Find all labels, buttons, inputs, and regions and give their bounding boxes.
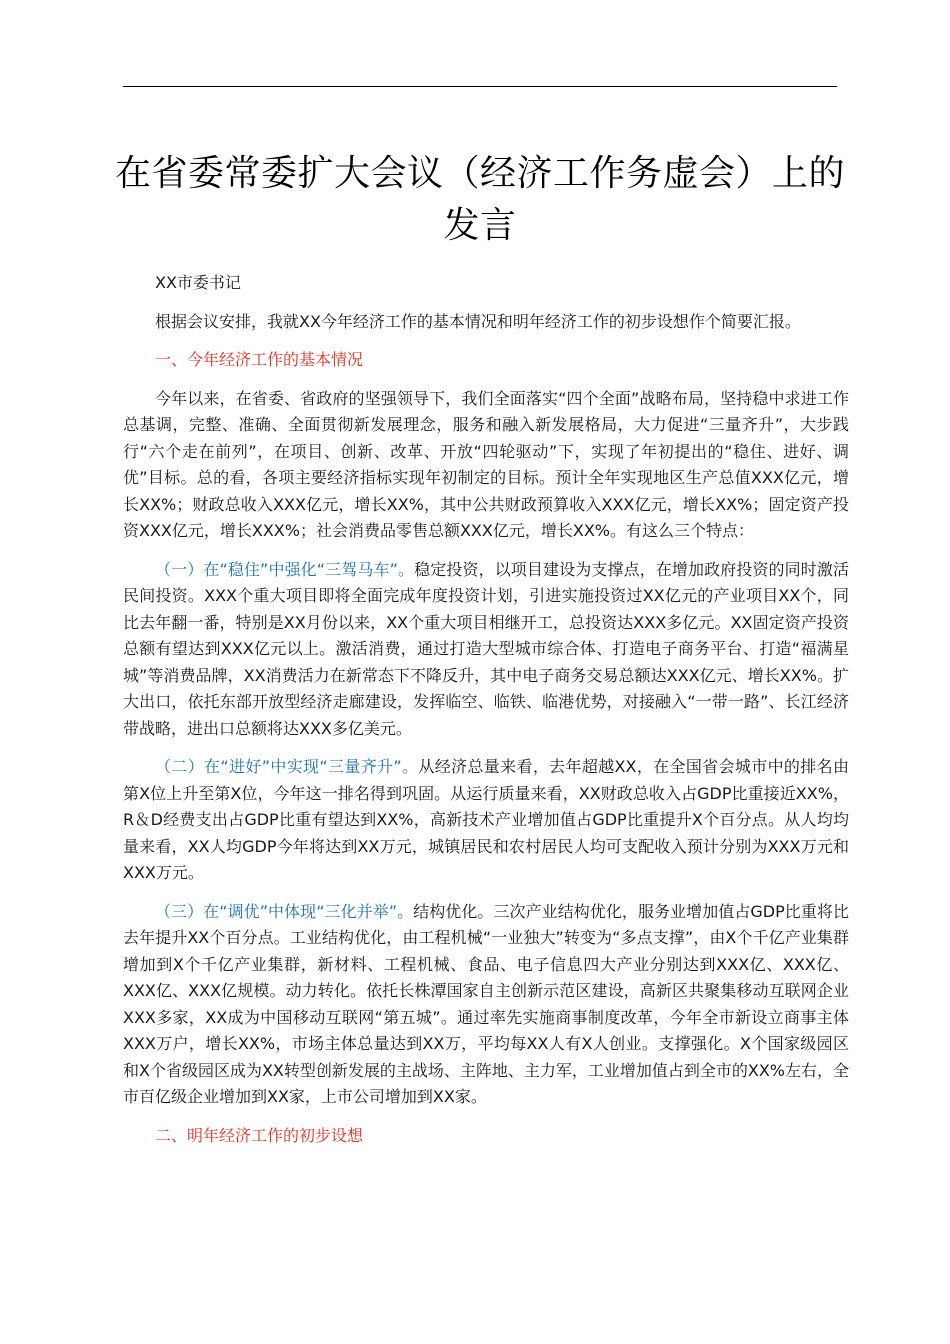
- point-3-lead: （三）在“调优”中体现“三化并举”。: [155, 901, 414, 921]
- point-1-text: 稳定投资，以项目建设为支撑点，在增加政府投资的同时激活民间投资。XXX个重大项目即将全面完成年度投资计划，引进实施投资过XX亿元的产业项目XX个，同比去年翻一番，特别是XX月份以来，XX个重大项目相继开工，总投资达XXX多亿元。XX固定资产投资总额有望达到XXX亿元以上。激活消费，通过打造大型城市综合体、打造电子商务平台、打造“福满星城”等消费品牌，XX消费活力在新常态下不降反升，其中电子商务交易总额达XXX亿元、增长XX%。扩大出口，依托东部开放型经济走廊建设，发挥临空、临铁、临港优势，对接融入“一带一路”、长江经济带战略，进出口总额将达XXX多亿美元。: [123, 559, 849, 738]
- section-heading-1: 一、今年经济工作的基本情况: [155, 350, 364, 369]
- intro-paragraph: 根据会议安排，我就XX今年经济工作的基本情况和明年经济工作的初步设想作个简要汇报。: [155, 311, 801, 331]
- point-2-text: 从经济总量来看，去年超越XX，在全国省会城市中的排名由第X位上升至第X位，今年这一排名得到巩固。从运行质量来看，XX财政总收入占GDP比重接近XX%，R＆D经费支出占GDP比重有望达到XX%，高新技术产业增加值占GDP比重提升X个百分点。从人均均量来看，XX人均GDP今年将达到XX万元，城镇居民和农村居民人均可支配收入预计分别为XXX万元和XXX万元。: [123, 757, 849, 882]
- point-3-text: 结构优化。三次产业结构优化，服务业增加值占GDP比重将比去年提升XX个百分点。工业结构优化，由工程机械“一业独大”转变为“多点支撑”，由X个千亿产业集群增加到X个千亿产业集群，新材料、工程机械、食品、电子信息四大产业分别达到XXX亿、XXX亿、XXX亿、XXX亿规模。动力转化。依托长株潭国家自主创新示范区建设，高新区共聚集移动互联网企业XXX多家，XX成为中国移动互联网“第五城”。通过率先实施商事制度改革，今年全市新设立商事主体XXX万户，增长XX%，市场主体总量达到XX万，平均每XX人有X人创业。支撑强化。X个国家级园区和X个省级园区成为XX转型创新发展的主战场、主阵地、主力军，工业增加值占到全市的XX%左右，全市百亿级企业增加到XX家，上市公司增加到XX家。: [123, 901, 850, 1106]
- point-2-paragraph: [123, 754, 849, 887]
- point-1-paragraph: [123, 557, 849, 743]
- header-rule: [123, 86, 837, 87]
- section-heading-2: 二、明年经济工作的初步设想: [155, 1125, 364, 1145]
- point-2-lead: （二）在“进好”中实现“三量齐升”。: [155, 757, 419, 776]
- point-1-lead: （一）在“稳住”中强化“三驾马车”。: [155, 559, 415, 579]
- document-body: [123, 270, 849, 1161]
- author-line: XX市委书记: [155, 273, 241, 292]
- section-1-paragraph: 今年以来，在省委、省政府的坚强领导下，我们全面落实“四个全面”战略布局，坚持稳中求进工作总基调，完整、准确、全面贯彻新发展理念，服务和融入新发展格局，大力促进“三量齐升”，大步践行“六个走在前列”，在项目、创新、改革、开放“四轮驱动”下，实现了年初提出的“稳住、进好、调优”目标。总的看，各项主要经济指标实现年初制定的目标。预计全年实现地区生产总值XXX亿元，增长XX%；财政总收入XXX亿元，增长XX%，其中公共财政预算收入XXX亿元，增长XX%；固定资产投资XXX亿元，增长XXX%；社会消费品零售总额XXX亿元，增长XX%。有这么三个特点：: [123, 388, 849, 540]
- document-title: 在省委常委扩大会议（经济工作务虚会）上的发言: [114, 153, 845, 246]
- point-3-paragraph: [123, 899, 849, 1111]
